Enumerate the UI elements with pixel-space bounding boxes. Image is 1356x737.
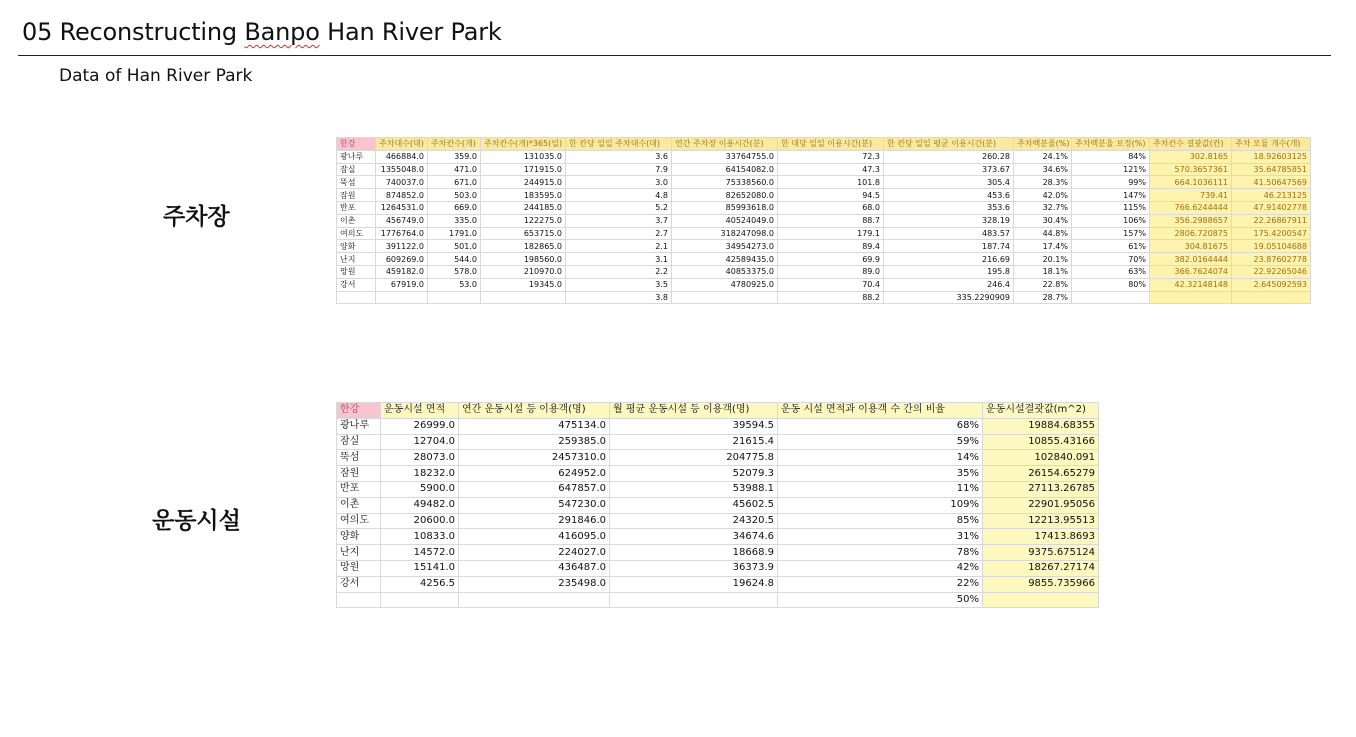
- column-header: 주차대수(대): [376, 138, 428, 151]
- table-cell: 27113.26785: [983, 481, 1099, 497]
- row-label: 잠실: [337, 434, 381, 450]
- table-cell: 466884.0: [376, 150, 428, 163]
- table-cell: 609269.0: [376, 253, 428, 266]
- table-cell: 64154082.0: [672, 163, 778, 176]
- table-cell: 18267.27174: [983, 560, 1099, 576]
- table-cell: 35.64785851: [1232, 163, 1311, 176]
- table-cell: 72.3: [778, 150, 884, 163]
- table-cell: 28073.0: [381, 450, 459, 466]
- table-cell: 235498.0: [459, 576, 610, 592]
- row-label: 난지: [337, 545, 381, 561]
- table-cell: 244185.0: [481, 201, 566, 214]
- table-cell: 10855.43166: [983, 434, 1099, 450]
- table-cell: 21615.4: [610, 434, 778, 450]
- table-cell: 18232.0: [381, 466, 459, 482]
- row-label: 반포: [337, 201, 376, 214]
- table-cell: 26154.65279: [983, 466, 1099, 482]
- column-header: 운동시설 면적: [381, 403, 459, 419]
- row-label: 이촌: [337, 214, 376, 227]
- table-cell: 2.1: [566, 240, 672, 253]
- row-label: 망원: [337, 265, 376, 278]
- table-cell: 304.81675: [1150, 240, 1232, 253]
- table-row: [337, 265, 1311, 278]
- table-cell: 46.213125: [1232, 189, 1311, 202]
- table-cell: 101.8: [778, 176, 884, 189]
- table-cell: 664.1036111: [1150, 176, 1232, 189]
- table-row: [337, 481, 1099, 497]
- table-cell: 3.8: [566, 291, 672, 304]
- table-row: [337, 240, 1311, 253]
- table-cell: 182865.0: [481, 240, 566, 253]
- table-cell: 260.28: [884, 150, 1014, 163]
- table-cell: 2.645092593: [1232, 278, 1311, 291]
- table-cell: 17.4%: [1014, 240, 1072, 253]
- table-cell: 35%: [778, 466, 983, 482]
- row-label: 강서: [337, 576, 381, 592]
- sports-section-label: 운동시설: [152, 508, 241, 534]
- table-cell: [376, 291, 428, 304]
- column-header: 주차칸수(개)*365(일): [481, 138, 566, 151]
- table-cell: 503.0: [428, 189, 481, 202]
- title-divider: [18, 55, 1331, 56]
- table-cell: 1776764.0: [376, 227, 428, 240]
- column-header: 주차칸수(개): [428, 138, 481, 151]
- table-cell: 19345.0: [481, 278, 566, 291]
- sports-facility-table: [336, 402, 1099, 608]
- table-cell: 4256.5: [381, 576, 459, 592]
- table-cell: 187.74: [884, 240, 1014, 253]
- page-subtitle: Data of Han River Park: [59, 66, 253, 86]
- table-cell: 50%: [778, 592, 983, 608]
- table-cell: 9855.735966: [983, 576, 1099, 592]
- table-cell: 53988.1: [610, 481, 778, 497]
- row-label: 양화: [337, 240, 376, 253]
- table-cell: 14%: [778, 450, 983, 466]
- table-cell: 69.9: [778, 253, 884, 266]
- table-row: [337, 434, 1099, 450]
- table-cell: 121%: [1072, 163, 1150, 176]
- table-row: [337, 418, 1099, 434]
- table-cell: 766.6244444: [1150, 201, 1232, 214]
- table-cell: 47.91402778: [1232, 201, 1311, 214]
- table-cell: 436487.0: [459, 560, 610, 576]
- table-row: [337, 189, 1311, 202]
- table-cell: 78%: [778, 545, 983, 561]
- row-label: 광나루: [337, 418, 381, 434]
- table-cell: 544.0: [428, 253, 481, 266]
- table-cell: 68.0: [778, 201, 884, 214]
- table-cell: 183595.0: [481, 189, 566, 202]
- column-header: 연간 주차장 이용시간(분): [672, 138, 778, 151]
- table-cell: 4.8: [566, 189, 672, 202]
- table-cell: 18.1%: [1014, 265, 1072, 278]
- column-header: 주차백분율(%): [1014, 138, 1072, 151]
- table-cell: 1791.0: [428, 227, 481, 240]
- table-cell: [610, 592, 778, 608]
- table-cell: 175.4200547: [1232, 227, 1311, 240]
- table-row: [337, 227, 1311, 240]
- table-cell: 44.8%: [1014, 227, 1072, 240]
- table-cell: 63%: [1072, 265, 1150, 278]
- table-cell: 75338560.0: [672, 176, 778, 189]
- table-row: [337, 214, 1311, 227]
- table-cell: 19.05104688: [1232, 240, 1311, 253]
- table-cell: 216.69: [884, 253, 1014, 266]
- table-cell: 578.0: [428, 265, 481, 278]
- table-row: [337, 201, 1311, 214]
- table-cell: [481, 291, 566, 304]
- table-cell: 22901.95056: [983, 497, 1099, 513]
- table-cell: 24320.5: [610, 513, 778, 529]
- row-label: 망원: [337, 560, 381, 576]
- table-cell: [428, 291, 481, 304]
- row-label: 강서: [337, 278, 376, 291]
- table-cell: 33764755.0: [672, 150, 778, 163]
- table-cell: 102840.091: [983, 450, 1099, 466]
- table-cell: 42589435.0: [672, 253, 778, 266]
- table-cell: 739.41: [1150, 189, 1232, 202]
- table-cell: 12213.95513: [983, 513, 1099, 529]
- table-cell: [381, 592, 459, 608]
- row-label: [337, 592, 381, 608]
- table-cell: 11%: [778, 481, 983, 497]
- table-cell: 198560.0: [481, 253, 566, 266]
- row-label: 뚝섬: [337, 176, 376, 189]
- table-cell: 373.67: [884, 163, 1014, 176]
- table-cell: 302.8165: [1150, 150, 1232, 163]
- table-cell: 59%: [778, 434, 983, 450]
- table-cell: 3.1: [566, 253, 672, 266]
- table-cell: 291846.0: [459, 513, 610, 529]
- table-cell: 5900.0: [381, 481, 459, 497]
- table-cell: 17413.8693: [983, 529, 1099, 545]
- table-cell: 42.0%: [1014, 189, 1072, 202]
- table-cell: 49482.0: [381, 497, 459, 513]
- parking-section-label: 주차장: [163, 204, 230, 230]
- table-cell: 244915.0: [481, 176, 566, 189]
- column-header: 한 칸당 일일 주차대수(대): [566, 138, 672, 151]
- table-cell: 19884.68355: [983, 418, 1099, 434]
- table-cell: 204775.8: [610, 450, 778, 466]
- table-cell: 12704.0: [381, 434, 459, 450]
- table-cell: 353.6: [884, 201, 1014, 214]
- table-cell: 32.7%: [1014, 201, 1072, 214]
- table-cell: 195.8: [884, 265, 1014, 278]
- table-cell: 456749.0: [376, 214, 428, 227]
- table-cell: 179.1: [778, 227, 884, 240]
- table-cell: 20600.0: [381, 513, 459, 529]
- table-row: [337, 150, 1311, 163]
- table-cell: 501.0: [428, 240, 481, 253]
- table-cell: 147%: [1072, 189, 1150, 202]
- table-cell: 14572.0: [381, 545, 459, 561]
- table-cell: 453.6: [884, 189, 1014, 202]
- row-label: 이촌: [337, 497, 381, 513]
- table-cell: 85%: [778, 513, 983, 529]
- column-header: 한강: [337, 403, 381, 419]
- column-header: 연간 운동시설 등 이용객(명): [459, 403, 610, 419]
- table-row: [337, 278, 1311, 291]
- table-cell: 23.87602778: [1232, 253, 1311, 266]
- row-label: 난지: [337, 253, 376, 266]
- column-header: 주차칸수 결괏값(칸): [1150, 138, 1232, 151]
- table-cell: 68%: [778, 418, 983, 434]
- header-row: [337, 403, 1099, 419]
- table-cell: 2457310.0: [459, 450, 610, 466]
- table-cell: 3.7: [566, 214, 672, 227]
- table-cell: 356.2988657: [1150, 214, 1232, 227]
- row-label: 잠실: [337, 163, 376, 176]
- table-cell: [459, 592, 610, 608]
- table-cell: 70.4: [778, 278, 884, 291]
- table-cell: 89.0: [778, 265, 884, 278]
- table-cell: 210970.0: [481, 265, 566, 278]
- table-cell: 15141.0: [381, 560, 459, 576]
- table-cell: 34954273.0: [672, 240, 778, 253]
- parking-data-table: [336, 137, 1311, 304]
- column-header: 월 평균 운동시설 등 이용객(명): [610, 403, 778, 419]
- table-cell: 224027.0: [459, 545, 610, 561]
- row-label: [337, 291, 376, 304]
- column-header: 주차백분율 보정(%): [1072, 138, 1150, 151]
- table-cell: 471.0: [428, 163, 481, 176]
- row-label: 반포: [337, 481, 381, 497]
- row-label: 양화: [337, 529, 381, 545]
- table-cell: 647857.0: [459, 481, 610, 497]
- table-cell: 70%: [1072, 253, 1150, 266]
- table-row: [337, 176, 1311, 189]
- table-row: [337, 450, 1099, 466]
- table-cell: 3.6: [566, 150, 672, 163]
- table-cell: 4780925.0: [672, 278, 778, 291]
- table-cell: 47.3: [778, 163, 884, 176]
- table-cell: 2806.720875: [1150, 227, 1232, 240]
- table-cell: 10833.0: [381, 529, 459, 545]
- table-cell: 61%: [1072, 240, 1150, 253]
- table-cell: 45602.5: [610, 497, 778, 513]
- table-cell: 99%: [1072, 176, 1150, 189]
- table-cell: 246.4: [884, 278, 1014, 291]
- table-cell: 2.2: [566, 265, 672, 278]
- table-cell: 39594.5: [610, 418, 778, 434]
- row-label: 여의도: [337, 227, 376, 240]
- column-header: 주차 모듈 개수(개): [1232, 138, 1311, 151]
- column-header: 운동시설결괏값(m^2): [983, 403, 1099, 419]
- table-cell: 88.7: [778, 214, 884, 227]
- table-row: [337, 497, 1099, 513]
- table-cell: 3.5: [566, 278, 672, 291]
- table-cell: 22.26867911: [1232, 214, 1311, 227]
- table-cell: 40524049.0: [672, 214, 778, 227]
- table-cell: 391122.0: [376, 240, 428, 253]
- table-cell: 359.0: [428, 150, 481, 163]
- table-row: [337, 576, 1099, 592]
- page-title: 05 Reconstructing Banpo Han River Park: [22, 18, 502, 46]
- table-row: [337, 513, 1099, 529]
- header-row: [337, 138, 1311, 151]
- table-cell: 2.7: [566, 227, 672, 240]
- spellcheck-flagged-word: Banpo: [244, 18, 320, 46]
- table-cell: 18.92603125: [1232, 150, 1311, 163]
- table-cell: 459182.0: [376, 265, 428, 278]
- table-row: [337, 545, 1099, 561]
- table-cell: 483.57: [884, 227, 1014, 240]
- table-row: [337, 560, 1099, 576]
- table-cell: [1232, 291, 1311, 304]
- row-label: 잠원: [337, 189, 376, 202]
- table-cell: 84%: [1072, 150, 1150, 163]
- table-row: [337, 253, 1311, 266]
- table-cell: 36373.9: [610, 560, 778, 576]
- table-cell: 259385.0: [459, 434, 610, 450]
- column-header: 한 대당 일일 이용시간(분): [778, 138, 884, 151]
- table-cell: 570.3657361: [1150, 163, 1232, 176]
- table-cell: 740037.0: [376, 176, 428, 189]
- table-cell: 24.1%: [1014, 150, 1072, 163]
- table-cell: 34.6%: [1014, 163, 1072, 176]
- table-cell: 475134.0: [459, 418, 610, 434]
- table-cell: 305.4: [884, 176, 1014, 189]
- table-cell: 28.3%: [1014, 176, 1072, 189]
- table-cell: 1355048.0: [376, 163, 428, 176]
- table-row: [337, 466, 1099, 482]
- table-cell: [672, 291, 778, 304]
- table-cell: 9375.675124: [983, 545, 1099, 561]
- table-cell: 94.5: [778, 189, 884, 202]
- table-cell: 7.9: [566, 163, 672, 176]
- table-row: [337, 592, 1099, 608]
- table-cell: 89.4: [778, 240, 884, 253]
- row-label: 광나루: [337, 150, 376, 163]
- table-cell: 157%: [1072, 227, 1150, 240]
- table-cell: 109%: [778, 497, 983, 513]
- table-cell: 1264531.0: [376, 201, 428, 214]
- table-cell: 41.50647569: [1232, 176, 1311, 189]
- table-cell: 874852.0: [376, 189, 428, 202]
- table-cell: 366.7624074: [1150, 265, 1232, 278]
- row-label: 잠원: [337, 466, 381, 482]
- table-cell: 26999.0: [381, 418, 459, 434]
- table-cell: 3.0: [566, 176, 672, 189]
- table-cell: 30.4%: [1014, 214, 1072, 227]
- table-cell: 22%: [778, 576, 983, 592]
- table-cell: 669.0: [428, 201, 481, 214]
- table-cell: 5.2: [566, 201, 672, 214]
- table-cell: 22.92265046: [1232, 265, 1311, 278]
- table-cell: 53.0: [428, 278, 481, 291]
- table-cell: 22.8%: [1014, 278, 1072, 291]
- table-cell: 416095.0: [459, 529, 610, 545]
- table-cell: 80%: [1072, 278, 1150, 291]
- table-cell: 85993618.0: [672, 201, 778, 214]
- table-cell: 34674.6: [610, 529, 778, 545]
- table-cell: 18668.9: [610, 545, 778, 561]
- table-cell: 653715.0: [481, 227, 566, 240]
- column-header: 운동 시설 면적과 이용객 수 간의 비율: [778, 403, 983, 419]
- table-cell: 52079.3: [610, 466, 778, 482]
- table-cell: 115%: [1072, 201, 1150, 214]
- table-cell: 335.2290909: [884, 291, 1014, 304]
- table-cell: 382.0164444: [1150, 253, 1232, 266]
- table-row: [337, 163, 1311, 176]
- table-cell: [983, 592, 1099, 608]
- table-cell: 547230.0: [459, 497, 610, 513]
- table-row: [337, 529, 1099, 545]
- table-cell: 131035.0: [481, 150, 566, 163]
- row-label: 여의도: [337, 513, 381, 529]
- table-cell: 19624.8: [610, 576, 778, 592]
- table-cell: 42%: [778, 560, 983, 576]
- table-cell: 318247098.0: [672, 227, 778, 240]
- table-cell: 122275.0: [481, 214, 566, 227]
- table-cell: 106%: [1072, 214, 1150, 227]
- row-label: 뚝섬: [337, 450, 381, 466]
- table-cell: 28.7%: [1014, 291, 1072, 304]
- table-row: [337, 291, 1311, 304]
- column-header: 한강: [337, 138, 376, 151]
- table-cell: 82652080.0: [672, 189, 778, 202]
- table-cell: 88.2: [778, 291, 884, 304]
- table-cell: 67919.0: [376, 278, 428, 291]
- table-cell: [1072, 291, 1150, 304]
- table-cell: 335.0: [428, 214, 481, 227]
- column-header: 한 칸당 일일 평균 이용시간(분): [884, 138, 1014, 151]
- table-cell: 328.19: [884, 214, 1014, 227]
- table-cell: 20.1%: [1014, 253, 1072, 266]
- table-cell: [1150, 291, 1232, 304]
- table-cell: 31%: [778, 529, 983, 545]
- table-cell: 171915.0: [481, 163, 566, 176]
- table-cell: 671.0: [428, 176, 481, 189]
- table-cell: 40853375.0: [672, 265, 778, 278]
- table-cell: 624952.0: [459, 466, 610, 482]
- table-cell: 42.32148148: [1150, 278, 1232, 291]
